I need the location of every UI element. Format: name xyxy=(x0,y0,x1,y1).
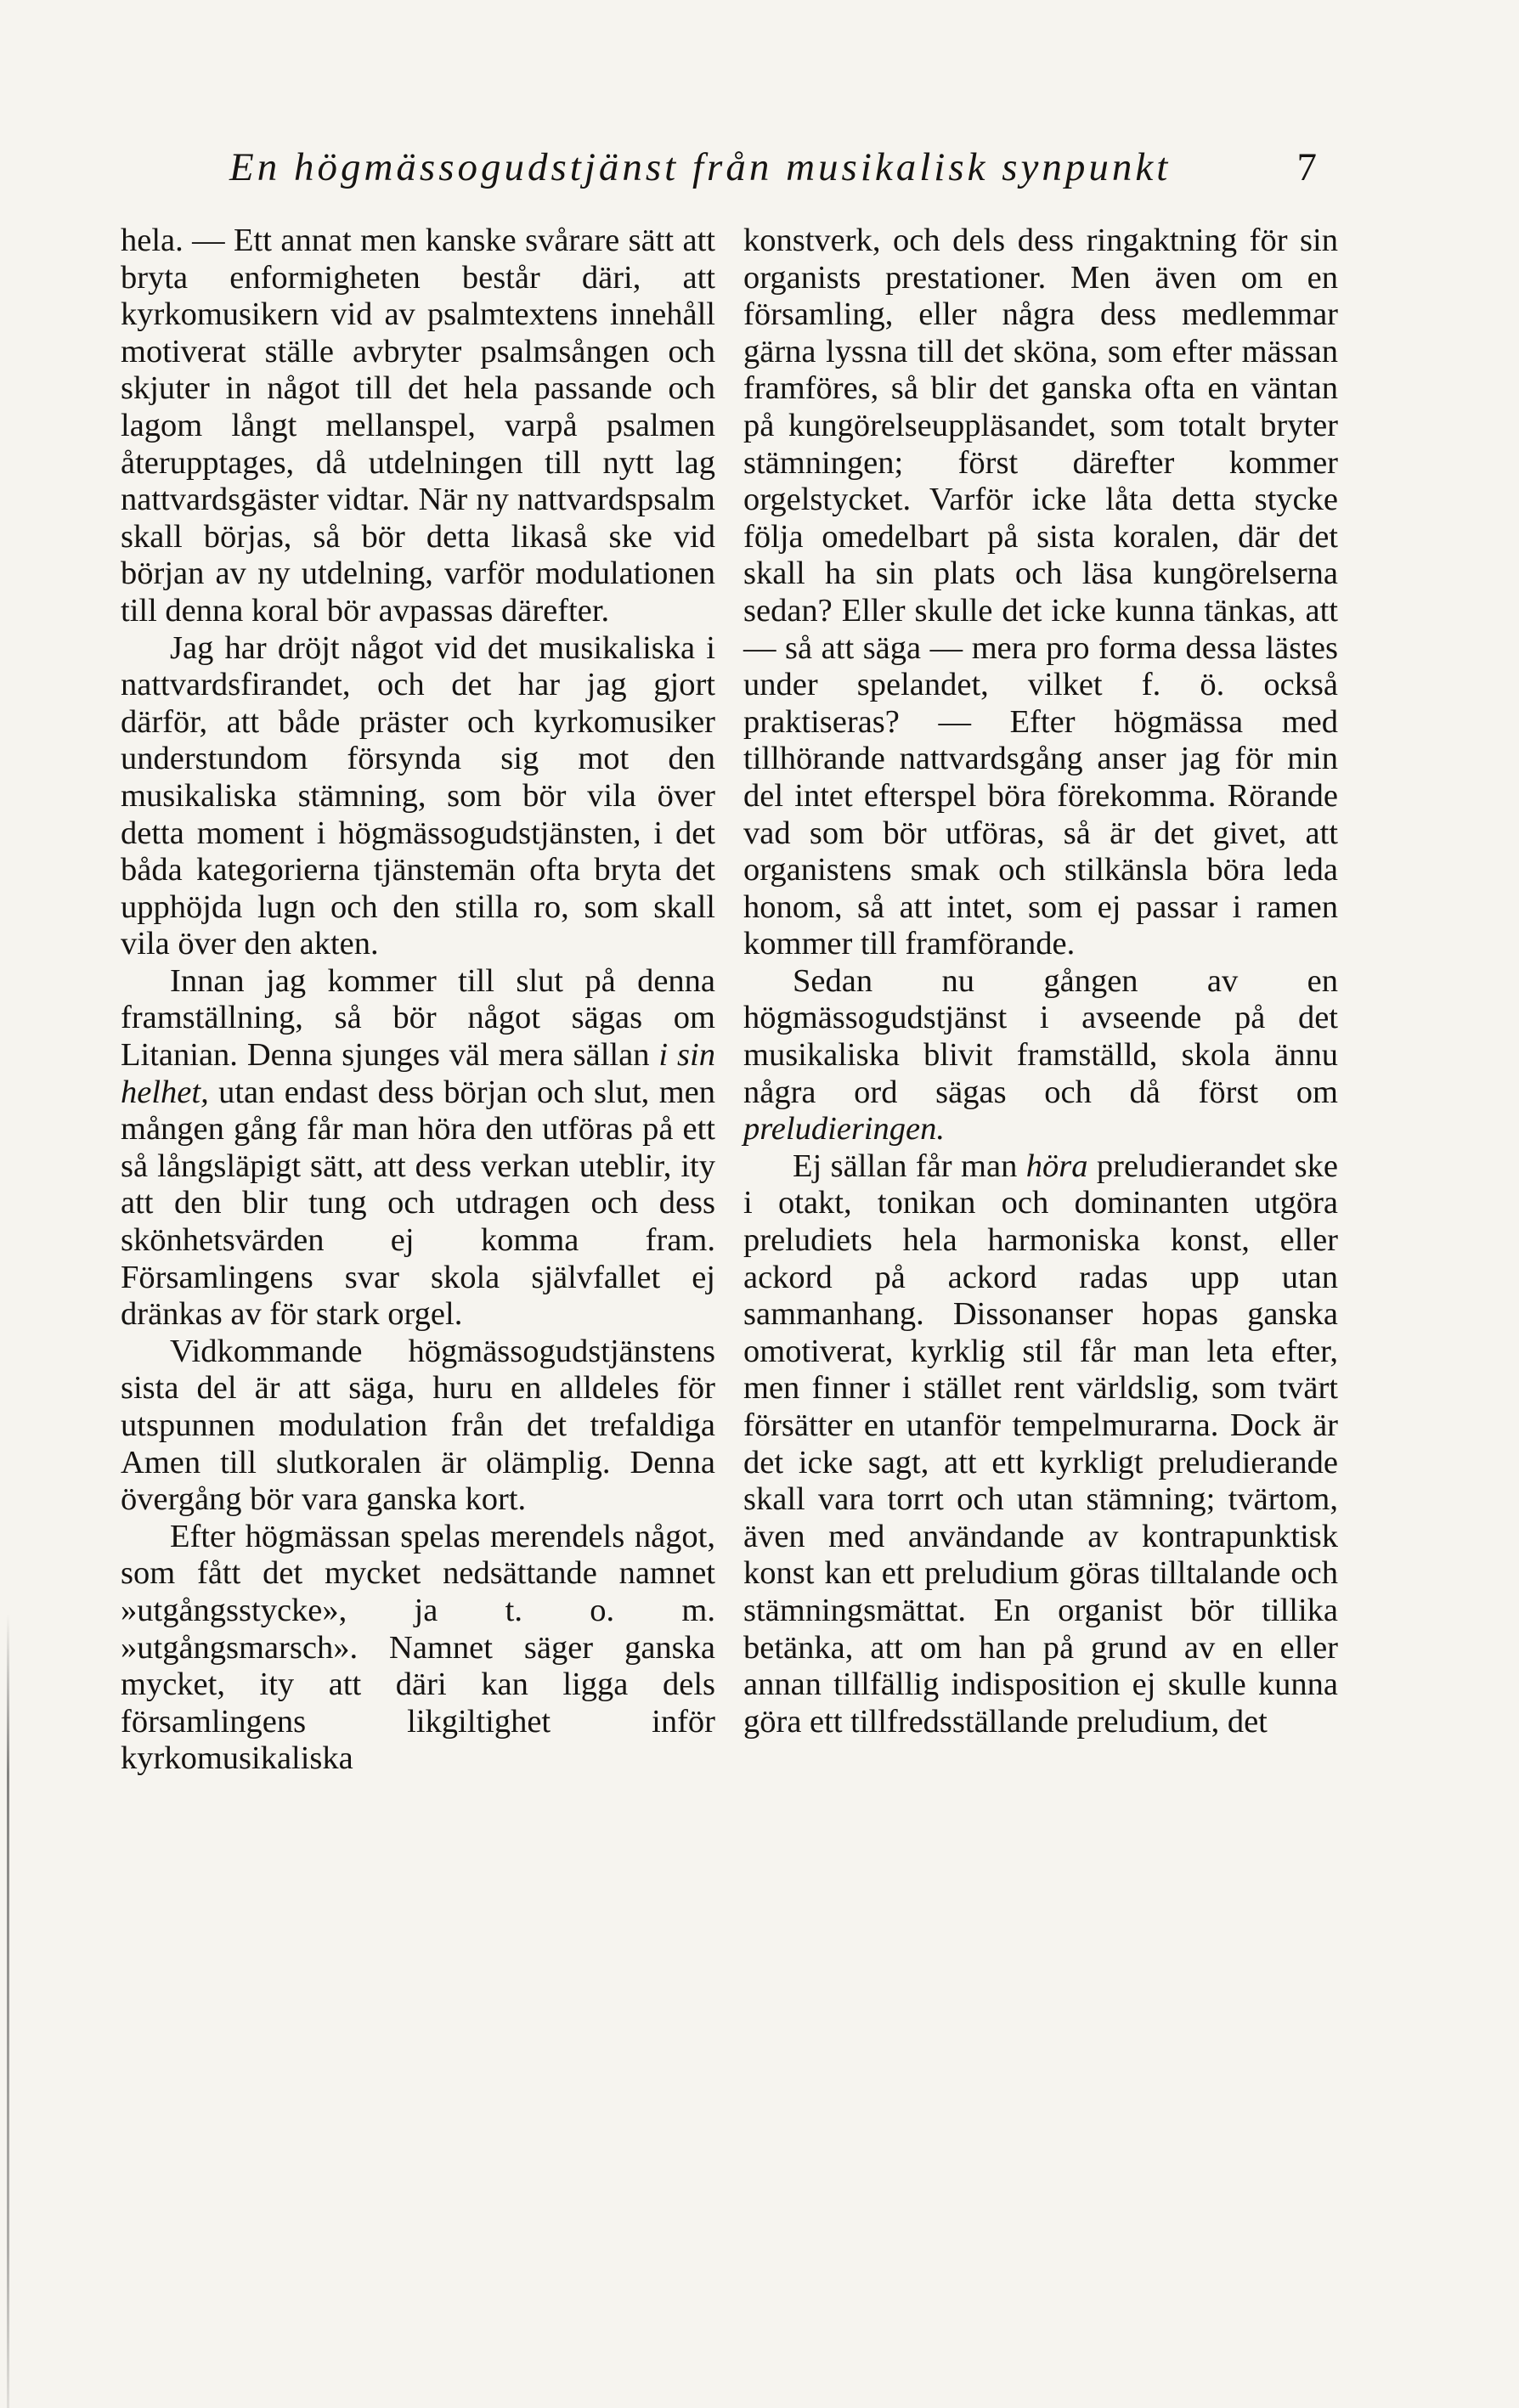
right-paragraph-3-text-b: preludierandet ske i otakt, tonikan och dominanten utgöra preludiets hela harmoniska konst, eller ackord på ackord radas upp utan sammanhang. Dissonanser hopas ganska omotiverat, kyrklig stil får man leta efter, men finner i stället rent världslig, som tvärt försätter en utanför tempelmurarna. Dock är det icke sagt, att ett kyrkligt preludierande skall vara torrt och utan stämning; tvärtom, även med användande av kontrapunktisk konst kan ett preludium göras tilltalande och stämningsmättat. En organist bör tillika betänka, att om han på grund av en eller annan tillfällig indisposition ej skulle kunna göra ett tillfredsställande preludium, det xyxy=(743,1148,1338,1740)
scan-edge-shadow xyxy=(7,1614,9,2408)
right-paragraph-2-emphasis: preludieringen. xyxy=(743,1111,946,1148)
left-paragraph-5: Efter högmässan spelas merendels något, som fått det mycket nedsättande namnet »utgångsstycke», ja t. o. m. »utgångsmarsch». Namnet säger ganska mycket, ity att däri kan ligga dels församlingens likgiltighet inför kyrkomusikaliska xyxy=(121,1518,715,1777)
left-paragraph-2: Jag har dröjt något vid det musikaliska i nattvardsfirandet, och det har jag gjort därför, att både präster och kyrkomusiker understundom försynda sig mot den musikaliska stämning, som bör vila över detta moment i högmässogudstjänsten, i det båda kategorierna tjänstemän ofta bryta det upphöjda lugn och den stilla ro, som skall vila över den akten. xyxy=(121,629,715,962)
page-header xyxy=(119,144,1317,212)
left-paragraph-3-text-a: Innan jag kommer till slut på denna framställning, så bör något sägas om Litanian. Denna sjunges väl mera sällan xyxy=(121,962,715,1074)
right-paragraph-3-emphasis: höra xyxy=(1025,1148,1088,1184)
right-column xyxy=(743,223,1338,1740)
left-paragraph-3 xyxy=(121,963,715,1334)
right-paragraph-1: konstverk, och dels dess ringaktning för sin organists prestationer. Men även om en församling, eller några dess medlemmar gärna lyssna till det sköna, som efter mässan framföres, så blir det ganska ofta en väntan på kungörelseuppläsandet, som totalt bryter stämningen; först därefter kommer orgelstycket. Varför icke låta detta stycke följa omedelbart på sista koralen, där det skall ha sin plats och läsa kungörelserna sedan? Eller skulle det icke kunna tänkas, att — så att säga — mera pro forma dessa lästes under spelandet, vilket f. ö. också praktiseras? — Efter högmässa med tillhörande nattvardsgång anser jag för min del intet efterspel böra förekomma. Rörande vad som bör utföras, så är det givet, att organistens smak och stilkänsla böra leda honom, så att intet, som ej passar i ramen kommer till framförande. xyxy=(743,223,1338,962)
left-paragraph-1: hela. — Ett annat men kanske svårare sätt att bryta enformigheten består däri, att kyrkomusikern vid av psalmtextens innehåll motiverat ställe avbryter psalmsången och skjuter in något till det hela passande och lagom långt mellanspel, varpå psalmen återupptages, då utdelningen till nytt lag nattvardsgäster vidtar. När ny nattvardspsalm skall börjas, så bör detta likaså ske vid början av ny utdelning, varför modulationen till denna koral bör avpassas därefter. xyxy=(121,223,715,629)
left-paragraph-4: Vidkommande högmässogudstjänstens sista del är att säga, huru en alldeles för utspunnen modulation från det trefaldiga Amen till slutkoralen är olämplig. Denna övergång bör vara ganska kort. xyxy=(121,1333,715,1518)
left-column xyxy=(121,223,715,1778)
left-paragraph-3-emphasis: i sin helhet, xyxy=(121,1037,715,1110)
right-paragraph-3-text-a: Ej sällan får man xyxy=(793,1148,1026,1184)
running-title: En högmässogudstjänst från musikalisk synpunkt xyxy=(229,145,1172,189)
right-paragraph-3 xyxy=(743,1148,1338,1741)
right-paragraph-2-text: Sedan nu gången av en högmässogudstjänst i avseende på det musikaliska blivit framställd, skola ännu några ord sägas och då först om xyxy=(743,962,1338,1110)
left-paragraph-3-text-b: utan endast dess början och slut, men mången gång får man höra den utföras på ett så långsläpigt sätt, att dess verkan uteblir, ity att den blir tung och utdragen och dess skönhetsvärden ej komma fram. Församlingens svar skola självfallet ej dränkas av för stark orgel. xyxy=(121,1074,715,1333)
right-paragraph-2 xyxy=(743,963,1338,1148)
page-number: 7 xyxy=(1296,145,1317,189)
